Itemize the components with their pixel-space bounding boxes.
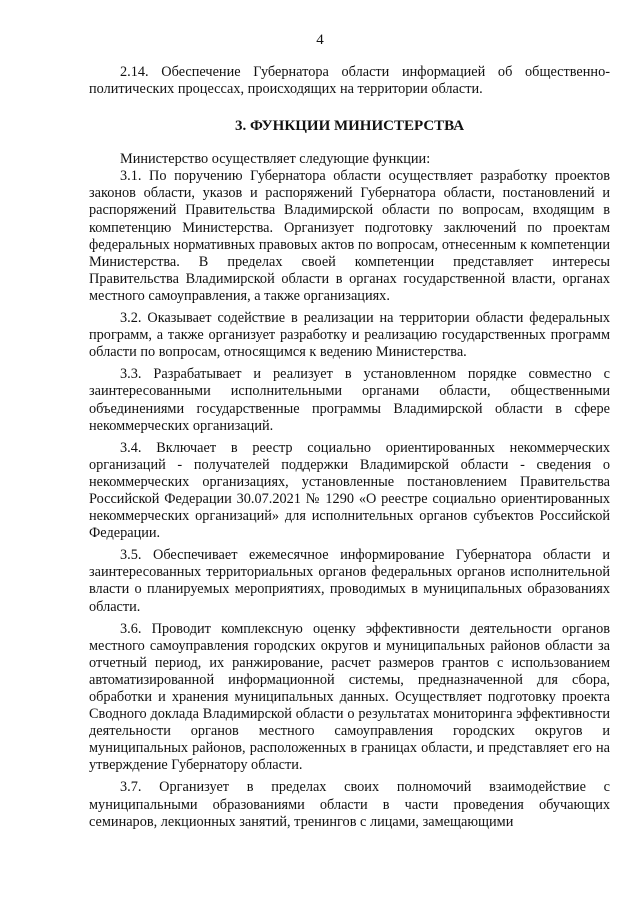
document-body bbox=[89, 64, 610, 831]
function-3-4: 3.4. Включает в реестр социально ориентированных некоммерческих организаций - получателей поддержки Владимирской области - сведения о некоммерческих организациях, установленные постановлением Правительства Российской Федерации 30.07.2021 № 1290 «О реестре социально ориентированных некоммерческих организаций» для исполнительных органов субъектов Российской Федерации. bbox=[89, 439, 610, 542]
paragraph-2-14: 2.14. Обеспечение Губернатора области информацией об общественно-политических процессах, происходящих на территории области. bbox=[89, 64, 610, 98]
function-3-3: 3.3. Разрабатывает и реализует в установленном порядке совместно с заинтересованными исполнительными органами области, общественными объединениями государственные программы Владимирской области в сфере некоммерческих организаций. bbox=[89, 366, 610, 434]
function-3-1: 3.1. По поручению Губернатора области осуществляет разработку проектов законов области, указов и распоряжений Губернатора области, постановлений и распоряжений Правительства Владимирской области по вопросам, входящим в компетенцию Министерства. Организует подготовку заключений по проектам федеральных нормативных правовых актов по вопросам, отнесенным к компетенции Министерства. В пределах своей компетенции представляет интересы Правительства Владимирской области в органах государственной власти, органах местного самоуправления, а также организациях. bbox=[89, 168, 610, 304]
function-3-5: 3.5. Обеспечивает ежемесячное информирование Губернатора области и заинтересованных территориальных органов федеральных органов исполнительной власти о планируемых мероприятиях, проводимых в муниципальных образованиях области. bbox=[89, 547, 610, 615]
section-title: 3. ФУНКЦИИ МИНИСТЕРСТВА bbox=[234, 118, 465, 135]
page-number: 4 bbox=[316, 32, 324, 48]
functions-lead: Министерство осуществляет следующие функции: bbox=[120, 151, 431, 168]
function-3-2: 3.2. Оказывает содействие в реализации на территории области федеральных программ, а также организует разработку и реализацию государственных программ области по вопросам, относящимся к ведению Министерства. bbox=[89, 310, 610, 361]
function-3-7: 3.7. Организует в пределах своих полномочий взаимодействие с муниципальными образованиями области в части проведения обучающих семинаров, лекционных занятий, тренингов с лицами, замещающими bbox=[89, 779, 610, 830]
function-3-6: 3.6. Проводит комплексную оценку эффективности деятельности органов местного самоуправления городских округов и муниципальных районов области за отчетный период, их ранжирование, расчет размеров грантов с использованием автоматизированной информационной системы, предназначенной для сбора, обработки и хранения муниципальных данных. Осуществляет подготовку проекта Сводного доклада Владимирской области о результатах мониторинга эффективности деятельности органов местного самоуправления городских округов и муниципальных районов, расположенных в границах области, и представляет его на утверждение Губернатору области. bbox=[89, 620, 610, 774]
